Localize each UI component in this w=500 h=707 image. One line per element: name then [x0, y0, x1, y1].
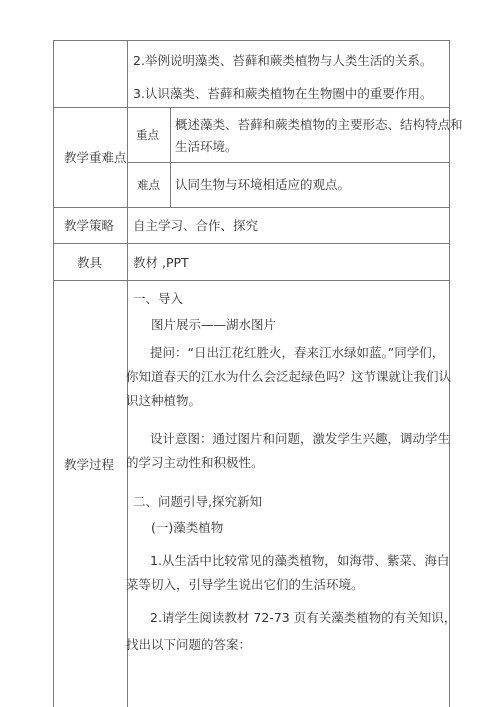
tools-text: 教材 ,PPT — [133, 255, 189, 270]
process-line: 识这种植物。 — [126, 393, 202, 408]
row-divider-difficult — [53, 207, 450, 208]
key-point-text-line-1: 概述藻类、苔藓和蕨类植物的主要形态、结构特点和 — [175, 117, 463, 132]
row-divider-goals — [53, 107, 450, 108]
process-label: 教学过程 — [64, 457, 115, 472]
key-point-text-line-2: 生活环境。 — [175, 139, 238, 154]
key-difficult-label: 教学重难点 — [64, 150, 127, 165]
strategy-label: 教学策略 — [64, 218, 115, 233]
table-border-top — [53, 40, 450, 41]
process-line: 的学习主动性和积极性。 — [126, 455, 264, 470]
process-line: 你知道春天的江水为什么会泛起绿色吗？这节课就让我们认 — [126, 369, 452, 384]
key-point-label: 重点 — [136, 128, 159, 142]
row-divider-key-difficult — [127, 162, 449, 163]
process-line: 二、问题引导,探究新知 — [133, 494, 262, 509]
tools-label: 教具 — [77, 255, 103, 270]
process-line: 图片展示——湖水图片 — [151, 317, 277, 332]
process-line: 找出以下问题的答案： — [126, 637, 252, 652]
process-line: 1.从生活中比较常见的藻类植物，如海带、紫菜、海白 — [150, 553, 450, 568]
process-line: 2.请学生阅读教材 72-73 页有关藻类植物的有关知识， — [150, 610, 457, 625]
row-divider-tools — [53, 280, 450, 281]
process-line: 菜等切入，引导学生说出它们的生活环境。 — [126, 577, 364, 592]
difficult-point-text: 认同生物与环境相适应的观点。 — [175, 177, 351, 192]
process-line: 提问：“日出江花红胜火，春来江水绿如蓝。”同学们， — [150, 345, 445, 360]
process-line: 一、导入 — [133, 291, 184, 306]
strategy-text: 自主学习、合作、探究 — [133, 218, 259, 233]
goal-item-3: 3.认识藻类、苔藓和蕨类植物在生物圈中的重要作用。 — [133, 86, 433, 101]
goal-item-2: 2.举例说明藻类、苔藓和蕨类植物与人类生活的关系。 — [133, 53, 433, 68]
process-line: (一)藻类植物 — [151, 520, 224, 535]
table-border-left — [53, 40, 54, 707]
row-divider-strategy — [53, 243, 450, 244]
difficult-point-label: 难点 — [137, 178, 160, 192]
process-line: 设计意图：通过图片和问题，激发学生兴趣，调动学生 — [150, 431, 451, 446]
table-subcolumn-divider — [170, 107, 171, 207]
